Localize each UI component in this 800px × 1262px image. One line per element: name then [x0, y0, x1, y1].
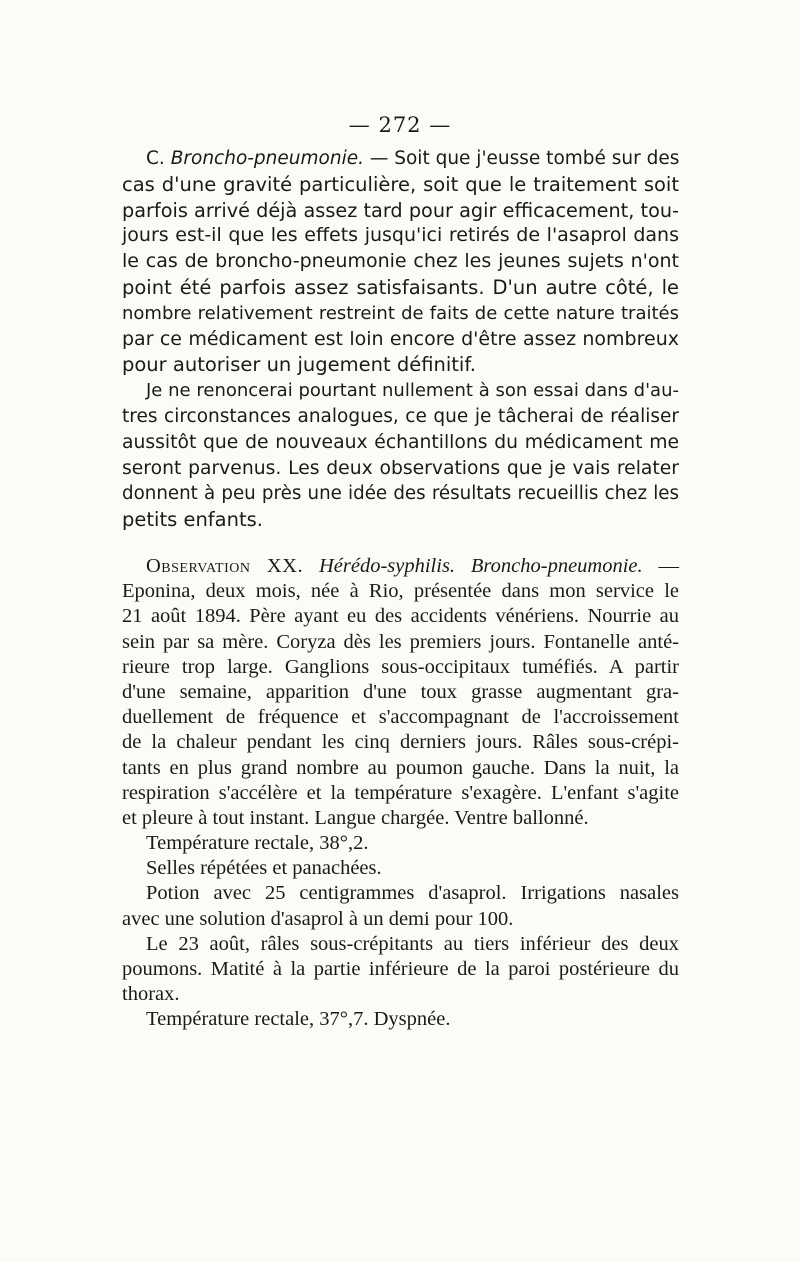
paragraph-line: par ce médicament est loin encore d'être assez nombreux	[122, 327, 679, 350]
treatment-line: avec une solution d'asaprol à un demi pour 100.	[122, 907, 514, 930]
observation-line: thorax.	[122, 983, 180, 1006]
paragraph-line: nombre relativement restreint de faits de cette nature traités	[122, 302, 679, 324]
paragraph-line: seront parvenus. Les deux observations que je vais relater	[122, 457, 679, 479]
paragraph-line: donnent à peu près une idée des résultats recueillis chez les	[122, 483, 679, 505]
observation-line: d'une semaine, apparition d'une toux grasse augmentant gra-	[122, 680, 679, 703]
observation-line: tants en plus grand nombre au poumon gauche. Dans la nuit, la	[122, 756, 679, 779]
section-broncho-pneumonie	[122, 146, 679, 533]
paragraph-line: aussitôt que de nouveaux échantillons du médicament me	[122, 431, 679, 453]
paragraph-line: le cas de broncho-pneumonie chez les jeunes sujets n'ont	[122, 250, 679, 273]
temperature-line: Température rectale, 37°,7. Dyspnée.	[146, 1008, 451, 1031]
paragraph-line: Je ne renoncerai pourtant nullement à son essai dans d'au-	[146, 380, 679, 402]
paragraph-line: petits enfants.	[122, 508, 263, 532]
paragraph-line: cas d'une gravité particulière, soit que le traitement soit	[122, 172, 679, 196]
observation-line: de la chaleur pendant les cinq derniers jours. Râles sous-crépi-	[122, 731, 679, 754]
observation-title: Hérédo-syphilis. Broncho-pneumonie.	[318, 555, 643, 577]
observation-line: et pleure à tout instant. Langue chargée. Ventre ballonné.	[122, 806, 589, 829]
observation-xx	[122, 554, 679, 1033]
observation-dash: —	[642, 555, 680, 577]
observation-line: duellement de fréquence et s'accompagnant de l'accroissement	[122, 706, 679, 729]
section-heading: Broncho-pneumonie.	[170, 148, 364, 169]
observation-label: Observation XX.	[146, 555, 304, 577]
section-first-line	[122, 146, 679, 172]
observation-line: Eponina, deux mois, née à Rio, présentée dans mon service le	[122, 580, 679, 603]
observation-heading	[122, 554, 679, 579]
treatment-line: Potion avec 25 centigrammes d'asaprol. Irrigations nasales	[146, 882, 679, 905]
observation-line: respiration s'accélère et la température s'exagère. L'enfant s'agite	[122, 781, 679, 804]
page-number: — 272 —	[348, 113, 452, 137]
observation-line: Selles répétées et panachées.	[146, 857, 382, 880]
observation-line: rieure trop large. Ganglions sous-occipitaux tuméfiés. A partir	[122, 655, 679, 678]
observation-line: 21 août 1894. Père ayant eu des accidents vénériens. Nourrie au	[122, 605, 679, 628]
paragraph-text: — Soit que j'eusse tombé sur des	[363, 148, 680, 169]
temperature-line: Température rectale, 38°,2.	[146, 832, 369, 855]
paragraph-line: parfois arrivé déjà assez tard pour agir efficacement, tou-	[122, 198, 679, 222]
paragraph-line: jours est-il que les effets jusqu'ici retirés de l'asaprol dans	[122, 224, 679, 247]
paragraph-line: tres circonstances analogues, ce que je tâcherai de réaliser	[122, 405, 679, 427]
observation-line: sein par sa mère. Coryza dès les premiers jours. Fontanelle anté-	[122, 630, 679, 653]
paragraph-line: point été parfois assez satisfaisants. D'un autre côté, le	[122, 275, 679, 299]
observation-line: poumons. Matité à la partie inférieure de la paroi postérieure du	[122, 958, 679, 980]
paragraph-line: pour autoriser un jugement définitif.	[122, 353, 476, 377]
observation-line: Le 23 août, râles sous-crépitants au tiers inférieur des deux	[146, 932, 679, 955]
section-prefix: C.	[146, 148, 165, 169]
